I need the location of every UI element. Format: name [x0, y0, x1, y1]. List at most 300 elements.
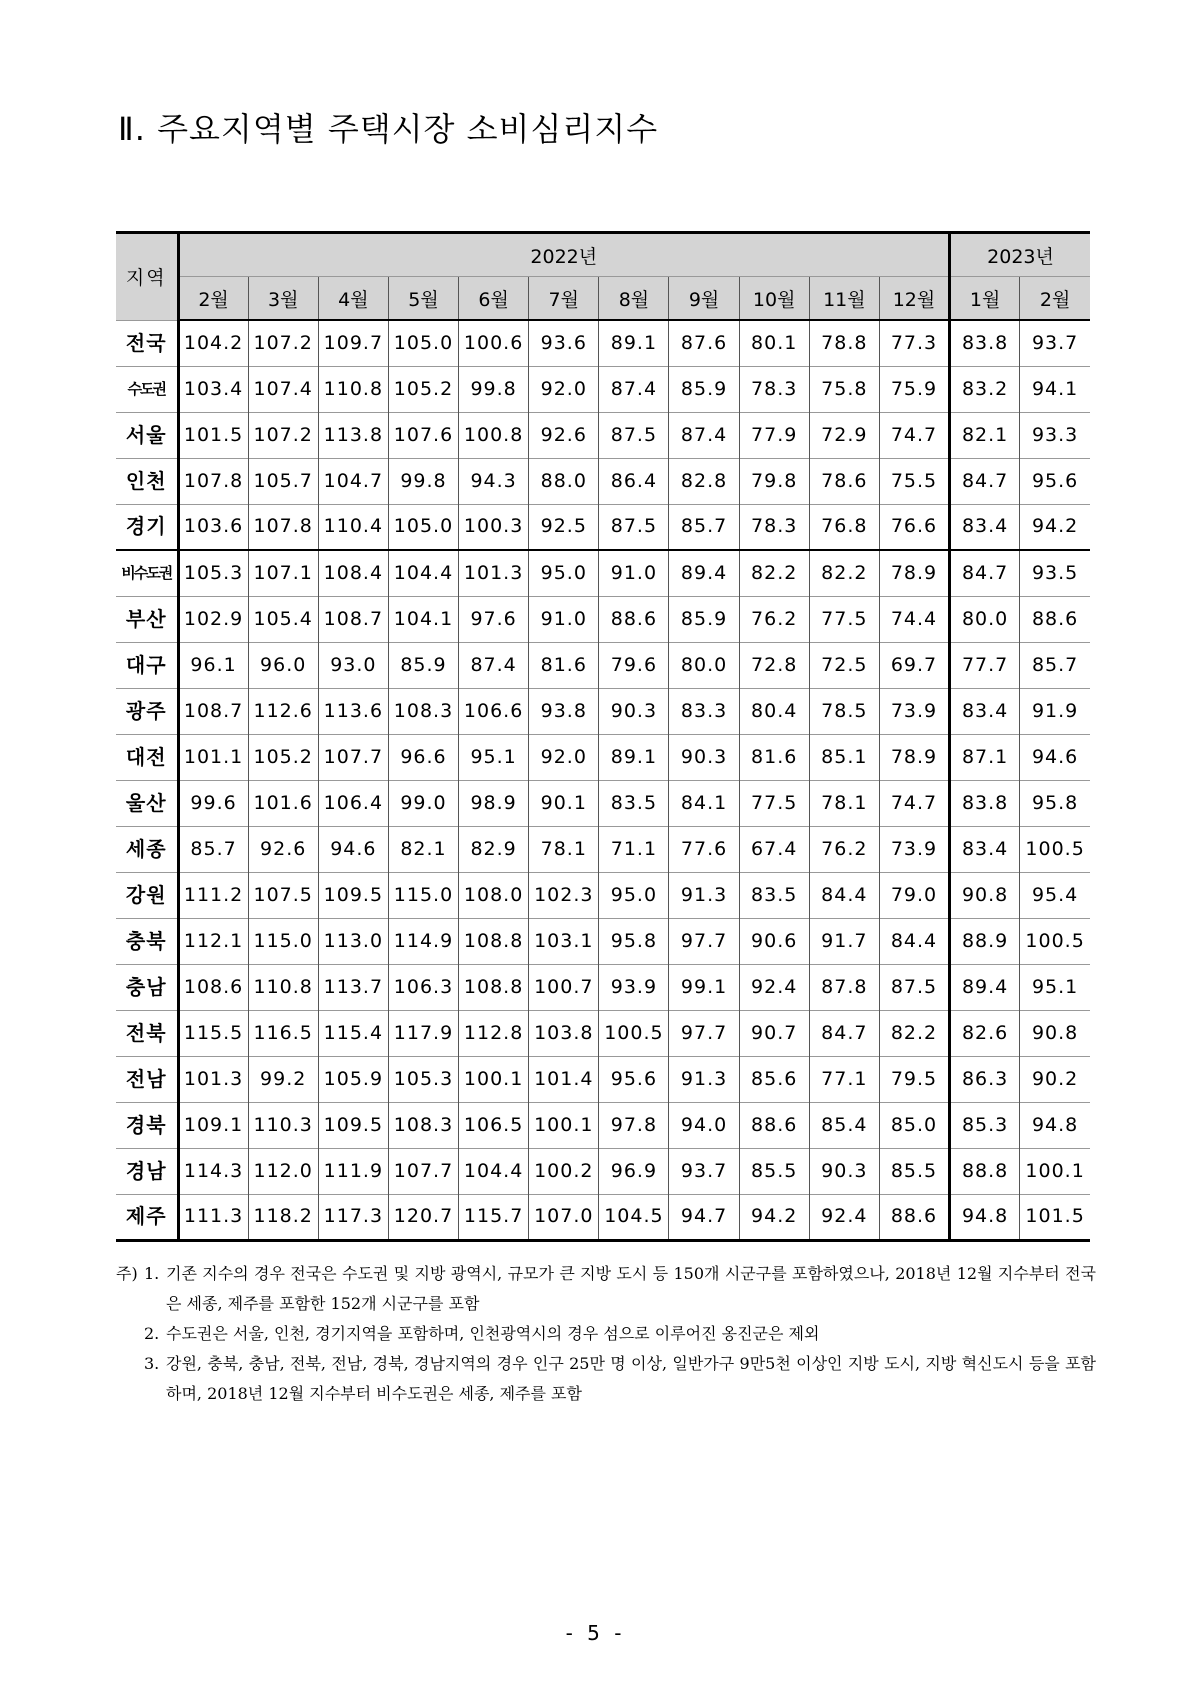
- value-cell: 95.0: [599, 872, 669, 918]
- value-cell: 97.7: [669, 918, 739, 964]
- value-cell: 94.2: [1020, 504, 1090, 550]
- value-cell: 95.6: [599, 1056, 669, 1102]
- footnote-text: 기존 지수의 경우 전국은 수도권 및 지방 광역시, 규모가 큰 지방 도시 등 150개 시군구를 포함하였으나, 2018년 12월 지수부터 전국은 세종, 제주를 포함한 152개 시군구를 포함: [166, 1264, 1096, 1313]
- value-cell: 85.9: [388, 642, 458, 688]
- value-cell: 76.2: [739, 596, 809, 642]
- year-2023-header: 2023년: [950, 233, 1090, 277]
- value-cell: 101.5: [1020, 1194, 1090, 1240]
- value-cell: 112.0: [248, 1148, 318, 1194]
- value-cell: 94.0: [669, 1102, 739, 1148]
- value-cell: 113.6: [318, 688, 388, 734]
- footnotes: [116, 1259, 1096, 1409]
- value-cell: 93.7: [669, 1148, 739, 1194]
- value-cell: 91.0: [529, 596, 599, 642]
- value-cell: 96.0: [248, 642, 318, 688]
- value-cell: 76.8: [809, 504, 879, 550]
- value-cell: 91.7: [809, 918, 879, 964]
- value-cell: 89.1: [599, 734, 669, 780]
- value-cell: 73.9: [879, 688, 949, 734]
- value-cell: 105.9: [318, 1056, 388, 1102]
- value-cell: 81.6: [739, 734, 809, 780]
- value-cell: 93.8: [529, 688, 599, 734]
- region-cell: 충남: [116, 964, 178, 1010]
- region-cell: 전국: [116, 320, 178, 366]
- value-cell: 106.3: [388, 964, 458, 1010]
- value-cell: 85.6: [739, 1056, 809, 1102]
- value-cell: 106.5: [459, 1102, 529, 1148]
- table-row: [116, 826, 1090, 872]
- value-cell: 94.6: [318, 826, 388, 872]
- value-cell: 100.6: [459, 320, 529, 366]
- table-row: [116, 734, 1090, 780]
- value-cell: 117.9: [388, 1010, 458, 1056]
- value-cell: 85.7: [178, 826, 248, 872]
- month-header: 12월: [879, 277, 949, 321]
- value-cell: 78.9: [879, 550, 949, 596]
- value-cell: 101.4: [529, 1056, 599, 1102]
- value-cell: 69.7: [879, 642, 949, 688]
- value-cell: 87.5: [599, 412, 669, 458]
- region-cell: 전남: [116, 1056, 178, 1102]
- value-cell: 94.8: [1020, 1102, 1090, 1148]
- table-row: [116, 1148, 1090, 1194]
- table-header-months: [116, 277, 1090, 321]
- table-body: [116, 320, 1090, 1240]
- value-cell: 83.4: [950, 504, 1020, 550]
- value-cell: 107.2: [248, 412, 318, 458]
- region-cell: 대구: [116, 642, 178, 688]
- value-cell: 85.3: [950, 1102, 1020, 1148]
- value-cell: 87.4: [599, 366, 669, 412]
- value-cell: 105.2: [388, 366, 458, 412]
- value-cell: 101.3: [459, 550, 529, 596]
- value-cell: 105.7: [248, 458, 318, 504]
- value-cell: 90.2: [1020, 1056, 1090, 1102]
- value-cell: 84.7: [950, 458, 1020, 504]
- value-cell: 94.8: [950, 1194, 1020, 1240]
- value-cell: 84.1: [669, 780, 739, 826]
- value-cell: 107.6: [388, 412, 458, 458]
- value-cell: 78.1: [529, 826, 599, 872]
- value-cell: 100.5: [1020, 826, 1090, 872]
- value-cell: 108.3: [388, 1102, 458, 1148]
- value-cell: 93.0: [318, 642, 388, 688]
- value-cell: 92.0: [529, 734, 599, 780]
- value-cell: 89.4: [669, 550, 739, 596]
- value-cell: 107.2: [248, 320, 318, 366]
- footnote-number: 3.: [144, 1354, 160, 1373]
- value-cell: 72.8: [739, 642, 809, 688]
- month-header: 6월: [459, 277, 529, 321]
- value-cell: 84.4: [879, 918, 949, 964]
- value-cell: 104.4: [459, 1148, 529, 1194]
- month-header: 10월: [739, 277, 809, 321]
- value-cell: 77.3: [879, 320, 949, 366]
- value-cell: 67.4: [739, 826, 809, 872]
- value-cell: 77.6: [669, 826, 739, 872]
- value-cell: 85.7: [1020, 642, 1090, 688]
- value-cell: 101.3: [178, 1056, 248, 1102]
- value-cell: 87.4: [459, 642, 529, 688]
- region-cell: 세종: [116, 826, 178, 872]
- value-cell: 107.5: [248, 872, 318, 918]
- value-cell: 74.7: [879, 412, 949, 458]
- value-cell: 78.3: [739, 504, 809, 550]
- value-cell: 83.3: [669, 688, 739, 734]
- value-cell: 99.6: [178, 780, 248, 826]
- value-cell: 78.3: [739, 366, 809, 412]
- value-cell: 104.1: [388, 596, 458, 642]
- value-cell: 100.1: [459, 1056, 529, 1102]
- value-cell: 78.1: [809, 780, 879, 826]
- value-cell: 88.6: [879, 1194, 949, 1240]
- region-column-header: 지역: [116, 233, 178, 321]
- value-cell: 115.5: [178, 1010, 248, 1056]
- value-cell: 80.4: [739, 688, 809, 734]
- month-header: 9월: [669, 277, 739, 321]
- value-cell: 99.8: [388, 458, 458, 504]
- value-cell: 82.2: [879, 1010, 949, 1056]
- value-cell: 95.8: [1020, 780, 1090, 826]
- value-cell: 80.0: [669, 642, 739, 688]
- value-cell: 87.8: [809, 964, 879, 1010]
- value-cell: 115.0: [248, 918, 318, 964]
- month-header: 2월: [178, 277, 248, 321]
- value-cell: 120.7: [388, 1194, 458, 1240]
- value-cell: 78.9: [879, 734, 949, 780]
- value-cell: 91.0: [599, 550, 669, 596]
- footnote-number: 1.: [144, 1264, 160, 1283]
- value-cell: 100.5: [1020, 918, 1090, 964]
- value-cell: 98.9: [459, 780, 529, 826]
- value-cell: 89.4: [950, 964, 1020, 1010]
- footnote-label: 주): [116, 1264, 138, 1283]
- value-cell: 72.9: [809, 412, 879, 458]
- value-cell: 81.6: [529, 642, 599, 688]
- value-cell: 88.0: [529, 458, 599, 504]
- table-row: [116, 458, 1090, 504]
- value-cell: 95.4: [1020, 872, 1090, 918]
- month-header: 7월: [529, 277, 599, 321]
- value-cell: 92.6: [248, 826, 318, 872]
- value-cell: 111.2: [178, 872, 248, 918]
- value-cell: 105.0: [388, 504, 458, 550]
- value-cell: 90.3: [809, 1148, 879, 1194]
- table-row: [116, 1194, 1090, 1240]
- value-cell: 77.9: [739, 412, 809, 458]
- value-cell: 108.7: [178, 688, 248, 734]
- value-cell: 83.4: [950, 826, 1020, 872]
- value-cell: 105.3: [178, 550, 248, 596]
- value-cell: 82.6: [950, 1010, 1020, 1056]
- value-cell: 102.9: [178, 596, 248, 642]
- value-cell: 82.1: [950, 412, 1020, 458]
- value-cell: 112.8: [459, 1010, 529, 1056]
- value-cell: 93.7: [1020, 320, 1090, 366]
- footnote-text: 강원, 충북, 충남, 전북, 전남, 경북, 경남지역의 경우 인구 25만 명 이상, 일반가구 9만5천 이상인 지방 도시, 지방 혁신도시 등을 포함하며, 2018년 12월 지수부터 비수도권은 세종, 제주를 포함: [166, 1354, 1096, 1403]
- value-cell: 84.4: [809, 872, 879, 918]
- value-cell: 96.1: [178, 642, 248, 688]
- value-cell: 79.5: [879, 1056, 949, 1102]
- value-cell: 109.1: [178, 1102, 248, 1148]
- value-cell: 92.5: [529, 504, 599, 550]
- footnote-item: [144, 1259, 1096, 1319]
- value-cell: 104.7: [318, 458, 388, 504]
- table-row: [116, 1010, 1090, 1056]
- value-cell: 101.6: [248, 780, 318, 826]
- value-cell: 108.6: [178, 964, 248, 1010]
- value-cell: 85.9: [669, 366, 739, 412]
- value-cell: 105.2: [248, 734, 318, 780]
- region-cell: 비수도권: [116, 550, 178, 596]
- value-cell: 90.3: [599, 688, 669, 734]
- value-cell: 74.7: [879, 780, 949, 826]
- value-cell: 90.3: [669, 734, 739, 780]
- value-cell: 110.8: [318, 366, 388, 412]
- value-cell: 90.8: [950, 872, 1020, 918]
- value-cell: 85.9: [669, 596, 739, 642]
- value-cell: 91.9: [1020, 688, 1090, 734]
- value-cell: 96.9: [599, 1148, 669, 1194]
- value-cell: 103.8: [529, 1010, 599, 1056]
- value-cell: 108.8: [459, 964, 529, 1010]
- value-cell: 101.1: [178, 734, 248, 780]
- value-cell: 85.5: [739, 1148, 809, 1194]
- month-header: 4월: [318, 277, 388, 321]
- value-cell: 106.4: [318, 780, 388, 826]
- value-cell: 89.1: [599, 320, 669, 366]
- table-row: [116, 596, 1090, 642]
- value-cell: 107.0: [529, 1194, 599, 1240]
- value-cell: 90.7: [739, 1010, 809, 1056]
- value-cell: 115.0: [388, 872, 458, 918]
- value-cell: 94.3: [459, 458, 529, 504]
- page-title: Ⅱ. 주요지역별 주택시장 소비심리지수: [118, 110, 659, 148]
- value-cell: 116.5: [248, 1010, 318, 1056]
- value-cell: 77.5: [809, 596, 879, 642]
- value-cell: 92.0: [529, 366, 599, 412]
- region-cell: 인천: [116, 458, 178, 504]
- value-cell: 77.5: [739, 780, 809, 826]
- value-cell: 76.2: [809, 826, 879, 872]
- value-cell: 83.5: [739, 872, 809, 918]
- value-cell: 78.5: [809, 688, 879, 734]
- value-cell: 79.0: [879, 872, 949, 918]
- region-cell: 광주: [116, 688, 178, 734]
- value-cell: 97.8: [599, 1102, 669, 1148]
- value-cell: 101.5: [178, 412, 248, 458]
- value-cell: 100.1: [1020, 1148, 1090, 1194]
- region-cell: 전북: [116, 1010, 178, 1056]
- table-row: [116, 412, 1090, 458]
- value-cell: 80.1: [739, 320, 809, 366]
- table-header-years: [116, 233, 1090, 277]
- value-cell: 83.8: [950, 320, 1020, 366]
- value-cell: 77.7: [950, 642, 1020, 688]
- value-cell: 87.1: [950, 734, 1020, 780]
- value-cell: 94.6: [1020, 734, 1090, 780]
- value-cell: 91.3: [669, 872, 739, 918]
- table-row: [116, 366, 1090, 412]
- value-cell: 100.5: [599, 1010, 669, 1056]
- value-cell: 100.7: [529, 964, 599, 1010]
- value-cell: 88.9: [950, 918, 1020, 964]
- region-cell: 경남: [116, 1148, 178, 1194]
- value-cell: 111.3: [178, 1194, 248, 1240]
- value-cell: 108.3: [388, 688, 458, 734]
- value-cell: 90.1: [529, 780, 599, 826]
- value-cell: 109.7: [318, 320, 388, 366]
- value-cell: 82.2: [809, 550, 879, 596]
- value-cell: 110.4: [318, 504, 388, 550]
- value-cell: 85.7: [669, 504, 739, 550]
- value-cell: 105.0: [388, 320, 458, 366]
- page-number: - 5 -: [565, 1621, 626, 1645]
- value-cell: 118.2: [248, 1194, 318, 1240]
- value-cell: 92.6: [529, 412, 599, 458]
- value-cell: 82.1: [388, 826, 458, 872]
- value-cell: 87.5: [879, 964, 949, 1010]
- value-cell: 97.7: [669, 1010, 739, 1056]
- table-row: [116, 688, 1090, 734]
- value-cell: 113.8: [318, 412, 388, 458]
- table-row: [116, 872, 1090, 918]
- value-cell: 115.4: [318, 1010, 388, 1056]
- value-cell: 107.8: [248, 504, 318, 550]
- value-cell: 77.1: [809, 1056, 879, 1102]
- value-cell: 111.9: [318, 1148, 388, 1194]
- value-cell: 87.4: [669, 412, 739, 458]
- value-cell: 78.6: [809, 458, 879, 504]
- value-cell: 88.6: [599, 596, 669, 642]
- value-cell: 94.2: [739, 1194, 809, 1240]
- value-cell: 107.7: [318, 734, 388, 780]
- value-cell: 79.8: [739, 458, 809, 504]
- value-cell: 94.7: [669, 1194, 739, 1240]
- value-cell: 92.4: [739, 964, 809, 1010]
- value-cell: 82.8: [669, 458, 739, 504]
- month-header: 3월: [248, 277, 318, 321]
- region-cell: 수도권: [116, 366, 178, 412]
- region-cell: 부산: [116, 596, 178, 642]
- value-cell: 73.9: [879, 826, 949, 872]
- value-cell: 110.8: [248, 964, 318, 1010]
- value-cell: 113.7: [318, 964, 388, 1010]
- table-row: [116, 504, 1090, 550]
- value-cell: 99.8: [459, 366, 529, 412]
- footnote-number: 2.: [144, 1324, 160, 1343]
- value-cell: 83.5: [599, 780, 669, 826]
- value-cell: 88.6: [739, 1102, 809, 1148]
- value-cell: 108.8: [459, 918, 529, 964]
- table-row: [116, 1102, 1090, 1148]
- value-cell: 94.1: [1020, 366, 1090, 412]
- table-row: [116, 320, 1090, 366]
- month-header: 8월: [599, 277, 669, 321]
- value-cell: 114.9: [388, 918, 458, 964]
- value-cell: 85.5: [879, 1148, 949, 1194]
- table-row: [116, 964, 1090, 1010]
- value-cell: 95.1: [459, 734, 529, 780]
- value-cell: 112.6: [248, 688, 318, 734]
- value-cell: 99.2: [248, 1056, 318, 1102]
- table-row: [116, 918, 1090, 964]
- value-cell: 108.7: [318, 596, 388, 642]
- value-cell: 104.5: [599, 1194, 669, 1240]
- value-cell: 87.5: [599, 504, 669, 550]
- value-cell: 75.5: [879, 458, 949, 504]
- value-cell: 100.3: [459, 504, 529, 550]
- value-cell: 95.6: [1020, 458, 1090, 504]
- value-cell: 110.3: [248, 1102, 318, 1148]
- value-cell: 71.1: [599, 826, 669, 872]
- table-row: [116, 1056, 1090, 1102]
- value-cell: 92.4: [809, 1194, 879, 1240]
- region-cell: 울산: [116, 780, 178, 826]
- region-cell: 충북: [116, 918, 178, 964]
- value-cell: 108.0: [459, 872, 529, 918]
- value-cell: 93.3: [1020, 412, 1090, 458]
- value-cell: 113.0: [318, 918, 388, 964]
- value-cell: 95.8: [599, 918, 669, 964]
- region-cell: 서울: [116, 412, 178, 458]
- region-cell: 강원: [116, 872, 178, 918]
- value-cell: 83.4: [950, 688, 1020, 734]
- value-cell: 87.6: [669, 320, 739, 366]
- region-cell: 경기: [116, 504, 178, 550]
- value-cell: 117.3: [318, 1194, 388, 1240]
- value-cell: 96.6: [388, 734, 458, 780]
- value-cell: 93.5: [1020, 550, 1090, 596]
- value-cell: 105.4: [248, 596, 318, 642]
- value-cell: 86.3: [950, 1056, 1020, 1102]
- consumer-sentiment-table: [116, 231, 1090, 1242]
- value-cell: 103.4: [178, 366, 248, 412]
- value-cell: 75.9: [879, 366, 949, 412]
- value-cell: 103.1: [529, 918, 599, 964]
- value-cell: 90.8: [1020, 1010, 1090, 1056]
- footnote-item: [144, 1319, 1096, 1349]
- value-cell: 109.5: [318, 1102, 388, 1148]
- value-cell: 85.4: [809, 1102, 879, 1148]
- value-cell: 107.7: [388, 1148, 458, 1194]
- value-cell: 82.2: [739, 550, 809, 596]
- region-cell: 경북: [116, 1102, 178, 1148]
- value-cell: 80.0: [950, 596, 1020, 642]
- value-cell: 107.8: [178, 458, 248, 504]
- value-cell: 99.1: [669, 964, 739, 1010]
- year-2022-header: 2022년: [178, 233, 950, 277]
- value-cell: 102.3: [529, 872, 599, 918]
- value-cell: 105.3: [388, 1056, 458, 1102]
- value-cell: 115.7: [459, 1194, 529, 1240]
- value-cell: 99.0: [388, 780, 458, 826]
- value-cell: 97.6: [459, 596, 529, 642]
- value-cell: 78.8: [809, 320, 879, 366]
- value-cell: 83.8: [950, 780, 1020, 826]
- value-cell: 84.7: [809, 1010, 879, 1056]
- table-row: [116, 780, 1090, 826]
- value-cell: 104.4: [388, 550, 458, 596]
- value-cell: 103.6: [178, 504, 248, 550]
- value-cell: 72.5: [809, 642, 879, 688]
- footnote-text: 수도권은 서울, 인천, 경기지역을 포함하며, 인천광역시의 경우 섬으로 이루어진 옹진군은 제외: [166, 1324, 820, 1343]
- value-cell: 100.2: [529, 1148, 599, 1194]
- value-cell: 79.6: [599, 642, 669, 688]
- region-cell: 대전: [116, 734, 178, 780]
- value-cell: 93.9: [599, 964, 669, 1010]
- value-cell: 95.1: [1020, 964, 1090, 1010]
